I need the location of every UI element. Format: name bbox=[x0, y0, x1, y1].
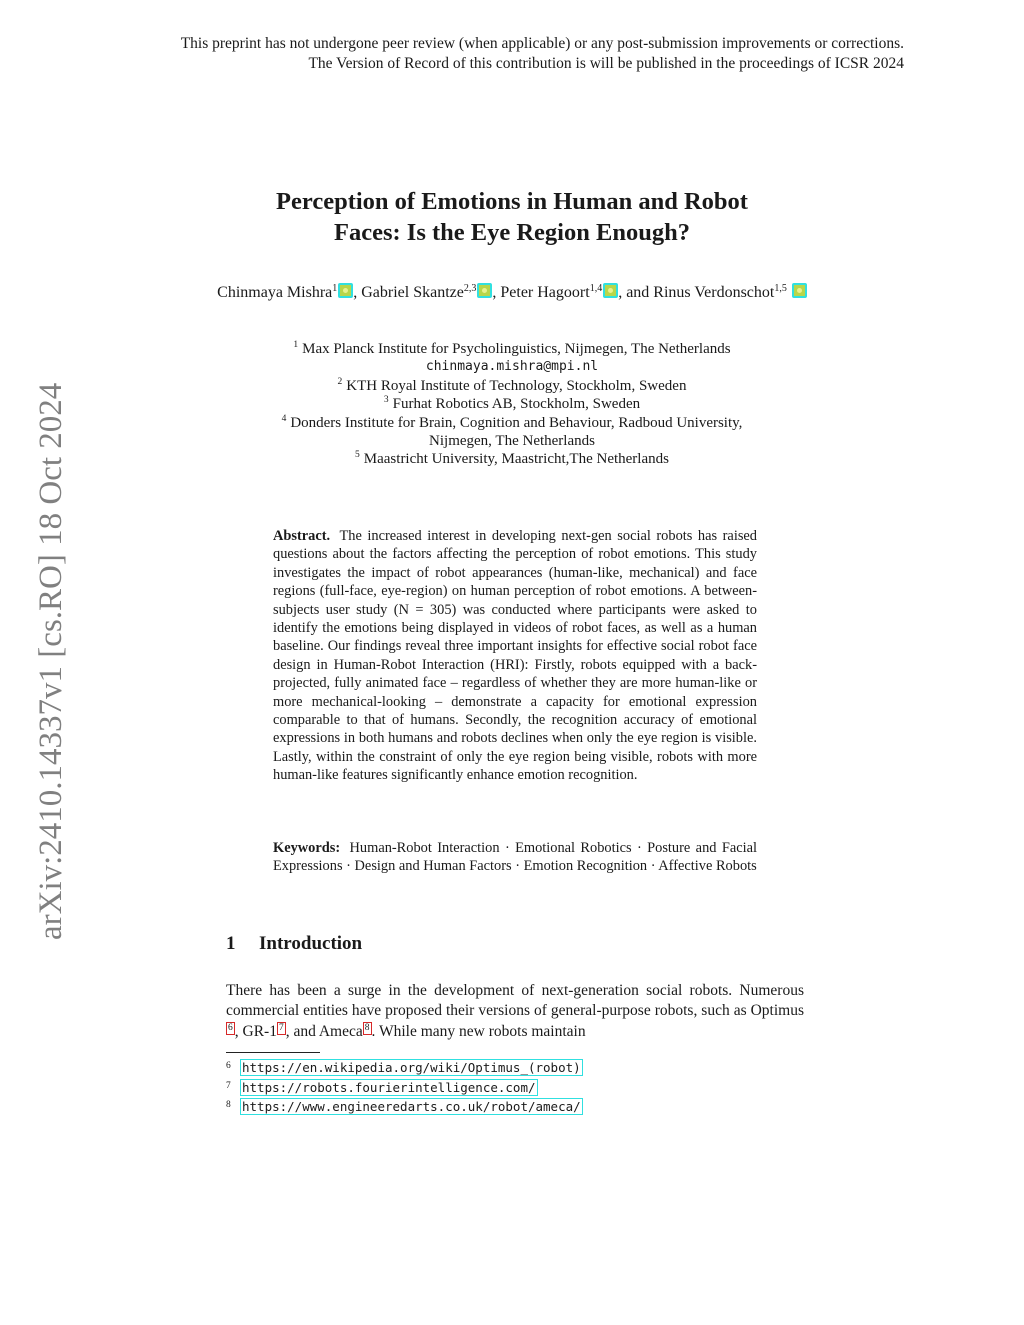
footnote-list bbox=[226, 1059, 583, 1118]
author-affil-sup: 1,4 bbox=[589, 283, 603, 294]
contact-email: chinmaya.mishra@mpi.nl bbox=[425, 359, 599, 375]
abstract-text: The increased interest in developing next-gen social robots has raised questions about the factors affecting the perception of robot emotions. This study investigates the impact of robot appearances (human-like, mechanical) and face regions (full-face, eye-region) on human perception of robot emotions. A between-subjects user study (N = 305) was conducted where participants were asked to identify the emotions being displayed in videos of robot faces, as well as a human baseline. Our findings reveal three important insights for effective social robot face design in Human-Robot Interaction (HRI): Firstly, robots equipped with a back-projected, fully animated face – regardless of whether they are more human-like or more mechanical-looking – demonstrate a capacity for emotional expression comparable to that of humans. Secondly, the recognition accuracy of emotional expressions in both humans and robots declines when only the eye region is visible. Lastly, within the constraint of only the eye region being visible, robots with more human-like features significantly enhance emotion recognition. bbox=[273, 528, 757, 784]
footnote-link[interactable]: https://robots.fourierintelligence.com/ bbox=[242, 1079, 536, 1095]
affiliation-4-cont: Nijmegen, The Netherlands bbox=[429, 433, 595, 450]
author-affil-sup: 1,5 bbox=[774, 283, 787, 294]
keywords bbox=[273, 839, 757, 876]
section-number: 1 bbox=[226, 933, 236, 954]
affiliation-1: $^1$ Max Planck Institute for Psycholinguistics, Nijmegen, The Netherlands bbox=[293, 340, 731, 357]
abstract-label: Abstract. bbox=[273, 528, 331, 544]
arxiv-identifier: arXiv:2410.14337v1 [cs.RO] 18 Oct 2024 bbox=[33, 382, 69, 940]
affiliation-2: $^2$ KTH Royal Institute of Technology, Stockholm, Sweden bbox=[337, 376, 687, 394]
affiliation-5: $^5$ Maastricht University, Maastricht,The Netherlands bbox=[355, 450, 669, 468]
footnote-ref[interactable]: 8 bbox=[364, 1022, 370, 1033]
author-name: Chinmaya Mishra bbox=[217, 284, 333, 301]
notice-line-2: The Version of Record of this contribution is will be published in the proceedings of ICSR 2024 bbox=[308, 55, 904, 72]
keywords-label: Keywords: bbox=[273, 840, 341, 856]
orcid-icon[interactable] bbox=[477, 283, 492, 298]
footnote: $^8$ https://www.engineeredarts.co.uk/robot/ameca/ bbox=[226, 1099, 581, 1114]
author-list bbox=[212, 283, 812, 302]
footnote: $^6$ https://en.wikipedia.org/wiki/Optimus_(robot) bbox=[226, 1060, 581, 1075]
footnote-link[interactable]: https://en.wikipedia.org/wiki/Optimus_(robot) bbox=[242, 1060, 581, 1075]
author-name: Gabriel Skantze bbox=[361, 284, 464, 301]
footnote-divider bbox=[226, 1052, 320, 1053]
author-name: Rinus Verdonschot bbox=[653, 284, 775, 301]
affiliation-list bbox=[212, 340, 812, 469]
footnote-ref[interactable]: 6 bbox=[228, 1022, 233, 1033]
preprint-notice bbox=[181, 34, 904, 74]
affiliation-4: $^4$ Donders Institute for Brain, Cognition and Behaviour, Radboud University, bbox=[281, 413, 743, 431]
author-separator: , bbox=[353, 284, 362, 301]
author-separator: , and bbox=[618, 284, 654, 301]
footnote-ref[interactable]: 7 bbox=[278, 1022, 284, 1033]
abstract bbox=[273, 527, 757, 785]
section-title: Introduction bbox=[259, 933, 363, 954]
author-name: Peter Hagoort bbox=[500, 284, 590, 301]
section-heading bbox=[226, 933, 362, 955]
intro-paragraph: There has been a surge in the development of next-generation social robots. Numerous commercial entities have proposed their versions of general-purpose robots, such as Optimus6 , GR-1 7 , and Ameca 8 . While many new robots maintain bbox=[226, 982, 804, 1040]
orcid-icon[interactable] bbox=[792, 283, 807, 298]
author-affil-sup: 2,3 bbox=[463, 283, 477, 294]
title-line-1: Perception of Emotions in Human and Robot bbox=[276, 188, 748, 215]
footnote-link[interactable]: https://www.engineeredarts.co.uk/robot/ameca/ bbox=[242, 1099, 581, 1114]
affiliation-3: $^3$ Furhat Robotics AB, Stockholm, Sweden bbox=[383, 395, 641, 413]
notice-line-1: This preprint has not undergone peer review (when applicable) or any post-submission improvements or corrections. bbox=[180, 35, 904, 52]
author-separator: , bbox=[492, 284, 501, 301]
author-line-1 bbox=[212, 283, 812, 302]
paper-title bbox=[212, 186, 812, 248]
title-line-2: Faces: Is the Eye Region Enough? bbox=[334, 219, 690, 246]
footnote: $^7$ https://robots.fourierintelligence.com/ bbox=[226, 1079, 536, 1095]
author-affil-sup: 1 bbox=[332, 283, 338, 294]
orcid-icon[interactable] bbox=[603, 283, 618, 298]
orcid-icon[interactable] bbox=[338, 283, 353, 298]
keywords-text: Human-Robot Interaction · Emotional Robotics · Posture and Facial Expressions · Design and Human Factors · Emotion Recognition · Affective Robots bbox=[273, 840, 757, 875]
